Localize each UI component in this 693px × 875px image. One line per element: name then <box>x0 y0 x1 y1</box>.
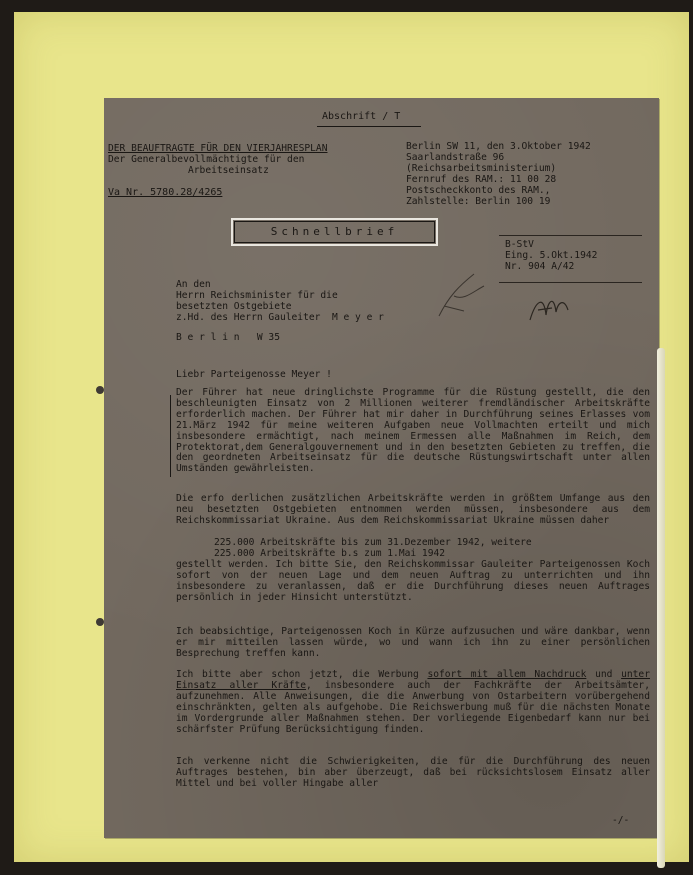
continuation-mark: -/- <box>612 815 630 826</box>
paragraph-5: Ich verkenne nicht die Schwierigkeiten, die für die Durchführung des neuen Auftrages bestehen, bin aber überzeugt, daß bei rücksichtslosem Einsatz aller Mittel und bei voller Hingabe aller <box>176 756 650 789</box>
punch-hole <box>96 618 104 626</box>
recipient-line: Herrn Reichsminister für die <box>176 290 338 301</box>
paragraph-2-intro: Die erfo derlichen zusätzlichen Arbeitskräfte werden in größtem Umfange aus den neu besetzten Ostgebieten entnommen werden müssen, insbesondere aus dem Reichskommissariat Ukraine. Aus dem Reichskommissariat Ukraine müssen daher <box>176 493 650 526</box>
schnellbrief-box: Schnellbrief <box>231 218 438 246</box>
handwritten-initials <box>526 290 571 330</box>
salutation: Liebr Parteigenosse Meyer ! <box>176 369 332 380</box>
copy-label: Abschrift / T <box>322 111 401 122</box>
address-line: (Reichsarbeitsministerium) <box>406 163 557 174</box>
recipient-line: z.Hd. des Herrn Gauleiter M e y e r <box>176 312 384 323</box>
document-photocopy <box>104 98 659 838</box>
paragraph-3: Ich beabsichtige, Parteigenossen Koch in Kürze aufzusuchen und wäre dankbar, wenn er mir mitteilen lassen würde, wo und wann ich ihn zu einer persönlichen Besprechung treffen kann. <box>176 626 650 659</box>
address-line: Fernruf des RAM.: 11 00 28 <box>406 174 557 185</box>
emphasis-text: unter Einsatz aller Kräfte <box>176 669 650 691</box>
address-line: Postscheckkonto des RAM., <box>406 185 551 196</box>
paragraph-4-text: und <box>586 669 622 680</box>
issuer-line: DER BEAUFTRAGTE FÜR DEN VIERJAHRESPLAN <box>108 143 328 154</box>
issuer-line: Arbeitseinsatz <box>188 165 269 176</box>
paragraph-4 <box>176 670 650 735</box>
stamp-line: Nr. 904 A/42 <box>505 261 575 272</box>
paragraph-2-body: gestellt werden. Ich bitte Sie, den Reichskommissar Gauleiter Parteigenossen Koch sofort von der neuen Lage und dem neuen Auftrag zu unterrichten und ihn insbesondere zu veranlassen, daß er die Durchführung dieses neuen Auftrages persönlich in jeder Hinsicht unterstützt. <box>176 559 650 603</box>
reference-number: Va Nr. 5780.28/4265 <box>108 187 223 198</box>
pencil-mark <box>434 266 494 326</box>
quota-line: 225.000 Arbeitskräfte bis zum 31.Dezember 1942, weitere <box>214 537 532 548</box>
issuer-line: Der Generalbevollmächtigte für den <box>108 154 305 165</box>
address-line: Berlin SW 11, den 3.Oktober 1942 <box>406 141 591 152</box>
emphasis-text: sofort mit allem Nachdruck <box>427 669 587 680</box>
margin-marker <box>170 395 171 477</box>
receipt-stamp <box>499 235 642 283</box>
recipient-city: B e r l i n W 35 <box>176 332 280 343</box>
paragraph-4-text: Ich bitte aber schon jetzt, die Werbung <box>176 669 428 680</box>
quota-line: 225.000 Arbeitskräfte b.s zum 1.Mai 1942 <box>214 548 446 559</box>
paragraph-1: Der Führer hat neue dringlichste Programme für die Rüstung gestellt, die den beschleunigten Einsatz von 2 Millionen weiterer fremdländischer Arbeitskräfte erforderlich machen. Der Führer hat mir daher in Durchführung seines Erlasses vom 21.März 1942 für meine weiteren Aufgaben neue Vollmachten erteilt und mich insbesondere ermächtigt, nach meinem Ermessen alle Maßnahmen im Reich, dem Protektorat,dem Generalgouvernement und in den besetzten Gebieten zu treffen, die den geordneten Arbeitseinsatz für die deutsche Rüstungswirtschaft unter allen Umständen gewährleisten. <box>176 387 650 475</box>
recipient-line: besetzten Ostgebiete <box>176 301 292 312</box>
address-line: Zahlstelle: Berlin 100 19 <box>406 196 551 207</box>
copy-label-underline <box>317 126 421 127</box>
stamp-line: Eing. 5.Okt.1942 <box>505 250 598 261</box>
stamp-line: B-StV <box>505 239 534 250</box>
recipient-line: An den <box>176 279 211 290</box>
punch-hole <box>96 386 104 394</box>
paragraph-4-text: , insbesondere auch der Fachkräfte der Arbeitsämter, aufzunehmen. Alle Anweisungen, die die Anwerbung von Ostarbeitern vorübergehend einschränkten, gelten als aufgehobe. Die Reichswerbung muß für die nächsten Monate im Vordergrunde aller Maßnahmen stehen. Der vorliegende Eigenbedarf kann nur bei schärfster Prüfung Berücksichtigung finden. <box>176 679 650 735</box>
address-line: Saarlandstraße 96 <box>406 152 505 163</box>
paper-curl <box>657 348 665 868</box>
